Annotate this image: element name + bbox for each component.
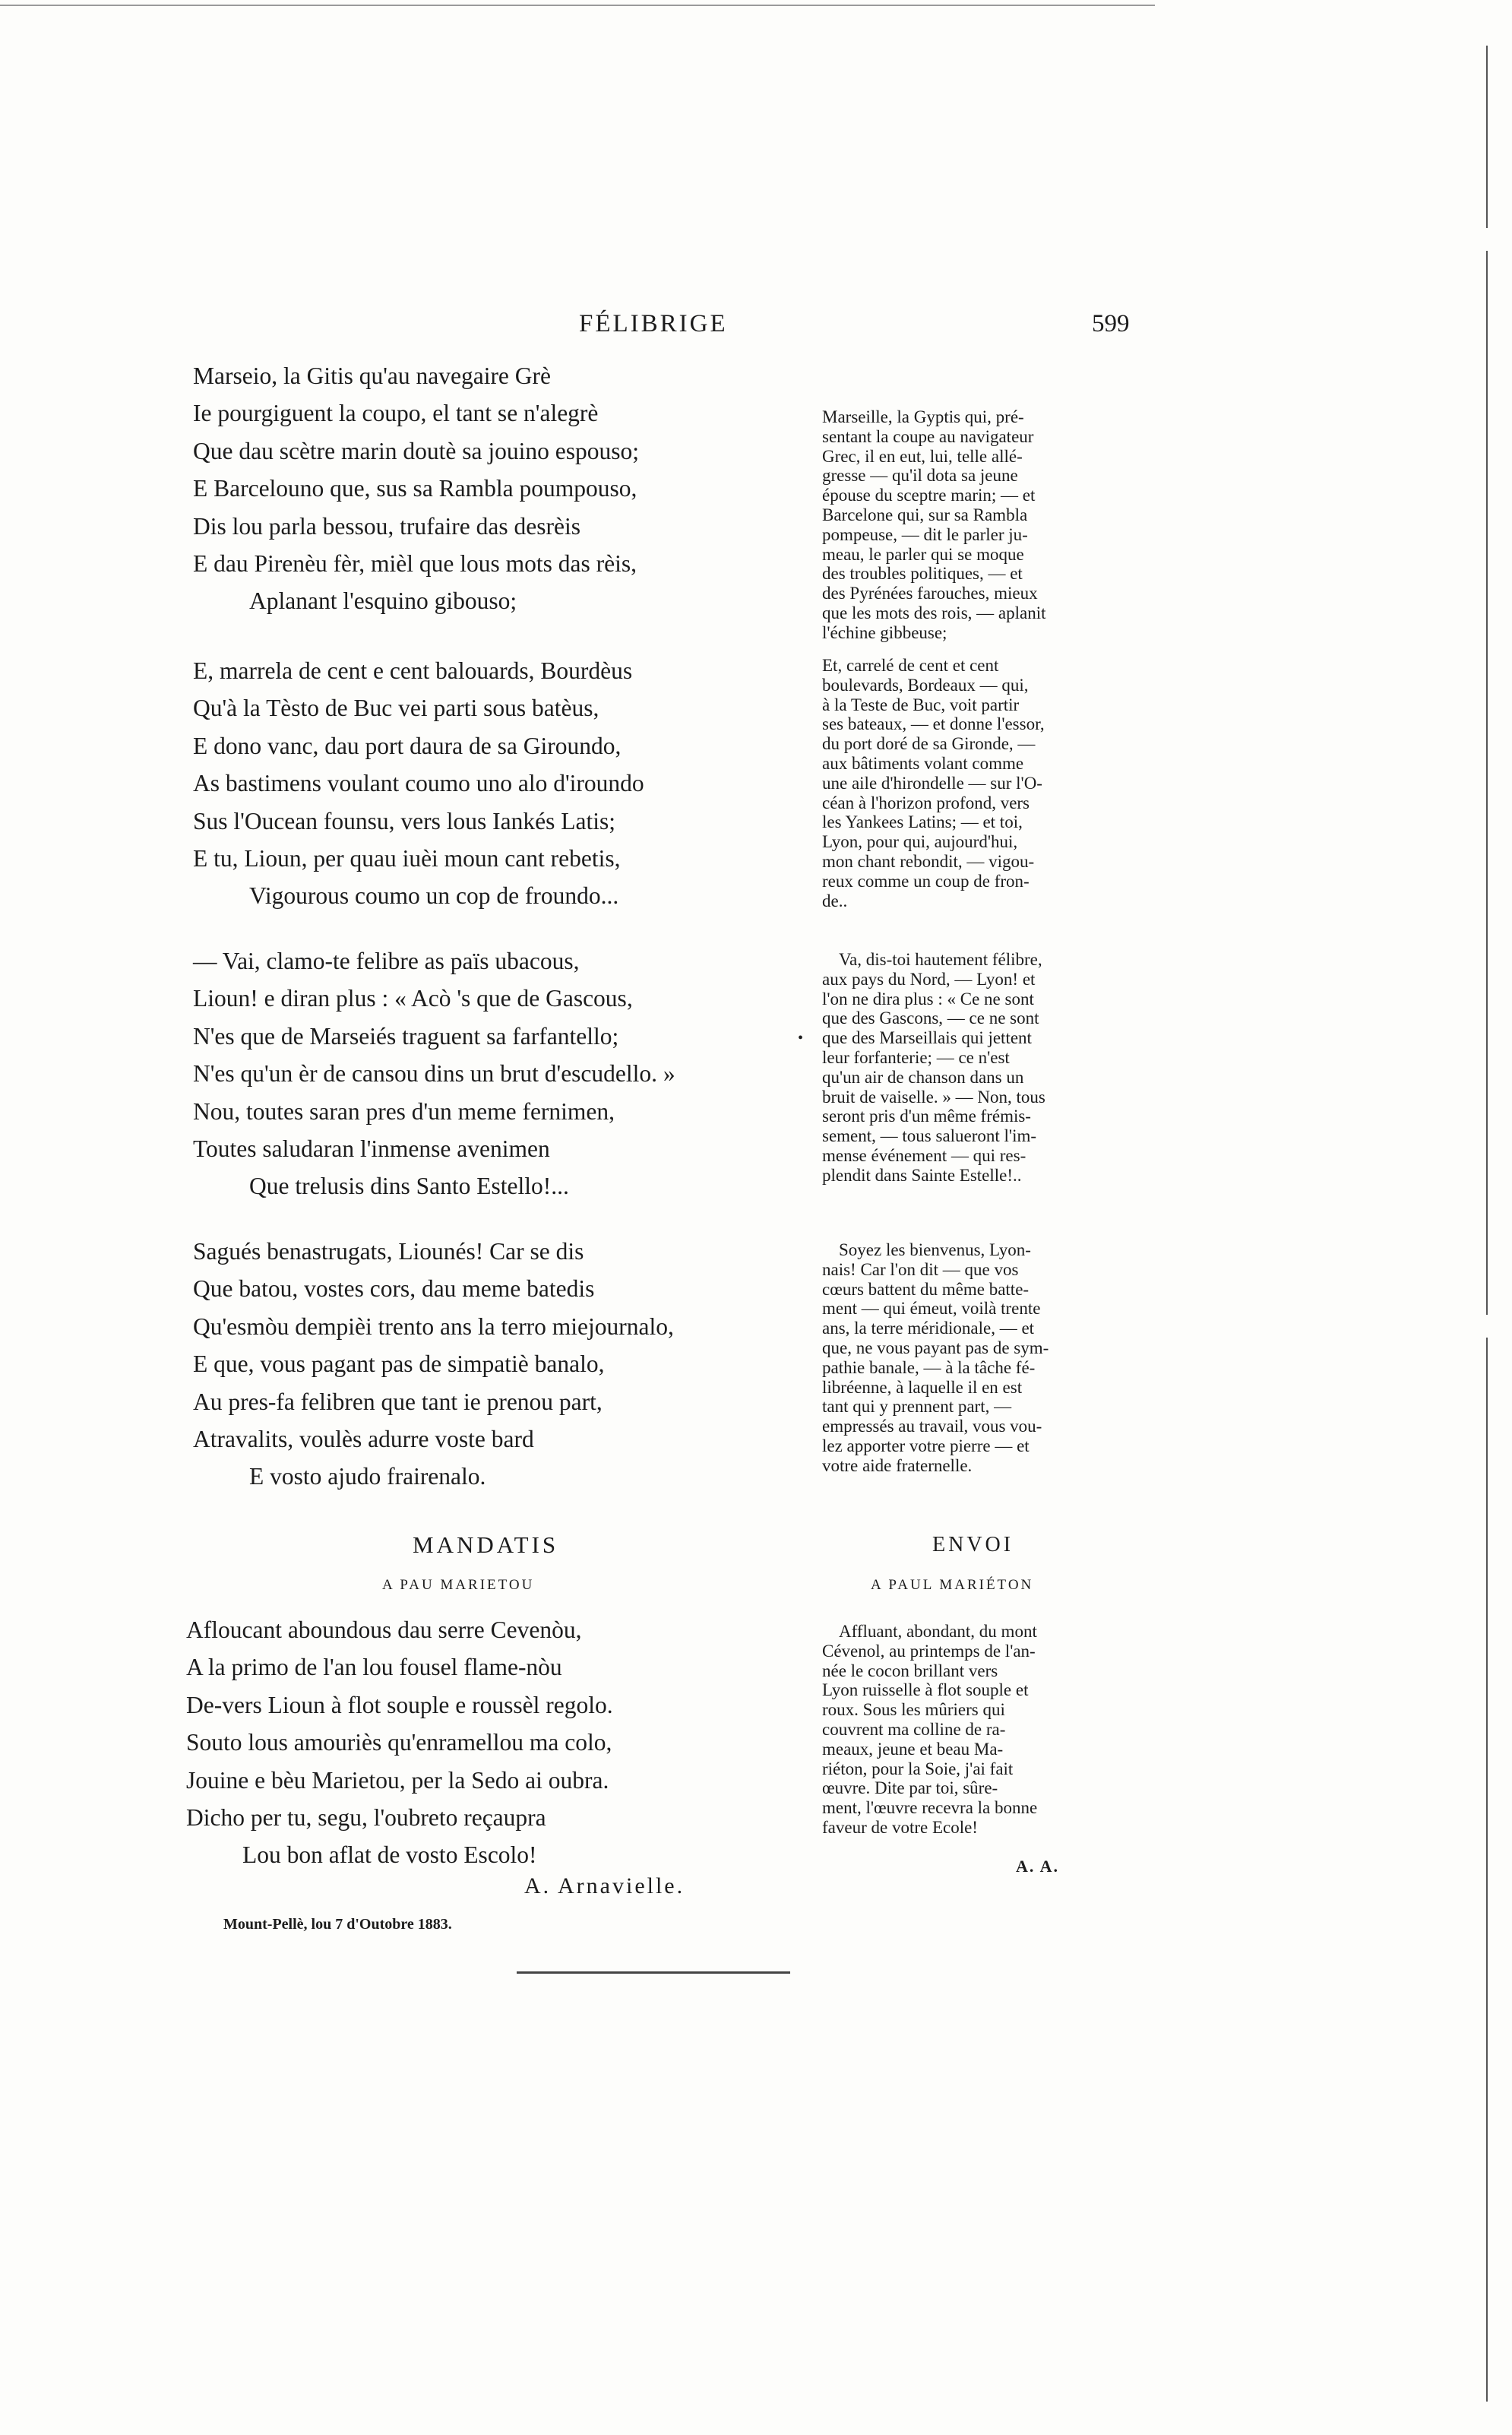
stanza-3-translation <box>822 950 1134 1186</box>
translation-line: Grec, il en eut, lui, telle allé- <box>822 446 1023 466</box>
verse-line: Dis lou parla bessou, trufaire das desrèis <box>193 512 580 540</box>
verse-line: Que trelusis dins Santo Estello!... <box>249 1173 569 1200</box>
author-signature: A. Arnavielle. <box>524 1873 685 1898</box>
translation-line: lez apporter votre pierre — et <box>822 1436 1030 1455</box>
envoi-verse <box>186 1611 613 1874</box>
translation-line: ment, l'œuvre recevra la bonne <box>822 1798 1038 1818</box>
verse-line: Sagués benastrugats, Liounés! Car se dis <box>193 1238 584 1265</box>
verse-line: Que batou, vostes cors, dau meme batedis <box>193 1275 595 1303</box>
translation-line: qu'un air de chanson dans un <box>822 1067 1024 1087</box>
scan-edge-marks <box>1482 0 1512 2435</box>
running-head: FÉLIBRIGE <box>579 310 728 337</box>
translation-line: reux comme un coup de fron- <box>822 871 1030 891</box>
page-number: 599 <box>1092 310 1130 337</box>
verse-line: A la primo de l'an lou fousel flame-nòu <box>186 1654 562 1681</box>
translation-line: seront pris d'un même frémis- <box>822 1107 1031 1126</box>
stanza-4-verse <box>193 1233 674 1496</box>
translation-line: ment — qui émeut, voilà trente <box>822 1299 1041 1319</box>
translation-line: Lyon, pour qui, aujourd'hui, <box>822 832 1018 852</box>
verse-line: Lioun! e diran plus : « Acò 's que de Gascous, <box>193 985 633 1012</box>
stanza-3-verse <box>193 942 675 1205</box>
translation-line: roux. Sous les mûriers qui <box>822 1700 1005 1720</box>
translation-line: épouse du sceptre marin; — et <box>822 486 1036 505</box>
envoi-translation-dedication: A PAUL MARIÉTON <box>871 1577 1034 1593</box>
verse-line: N'es qu'un èr de cansou dins un brut d'escudello. » <box>193 1060 675 1088</box>
translation-line: leur forfanterie; — ce n'est <box>822 1047 1010 1067</box>
stanza-1-verse <box>193 357 639 620</box>
translation-line: les Yankees Latins; — et toi, <box>822 812 1023 832</box>
translation-line: Affluant, abondant, du mont <box>839 1622 1037 1641</box>
translation-line: que des Marseillais qui jettent <box>822 1028 1032 1048</box>
stanza-4-translation <box>822 1240 1134 1476</box>
verse-line: Que dau scètre marin doutè sa jouino espouso; <box>193 437 639 464</box>
translation-line: Et, carrelé de cent et cent <box>822 656 999 675</box>
translation-line: riéton, pour la Soie, j'ai fait <box>822 1759 1014 1778</box>
verse-line: Qu'à la Tèsto de Buc vei parti sous batèus, <box>193 695 599 722</box>
translation-line: que les mots des rois, — aplanit <box>822 603 1046 622</box>
translation-line: gresse — qu'il dota sa jeune <box>822 466 1018 486</box>
verse-line: Nou, toutes saran pres d'un meme fernimen, <box>193 1097 615 1125</box>
translation-line: œuvre. Dite par toi, sûre- <box>822 1778 998 1798</box>
envoi-title: MANDATIS <box>413 1531 559 1558</box>
envoi-translation-title: ENVOI <box>932 1533 1014 1556</box>
translation-line: votre aide fraternelle. <box>822 1455 973 1475</box>
translation-line: céan à l'horizon profond, vers <box>822 793 1030 812</box>
translation-line: que des Gascons, — ce ne sont <box>822 1009 1039 1028</box>
translation-line: l'échine gibbeuse; <box>822 622 947 642</box>
verse-line: As bastimens voulant coumo uno alo d'iroundo <box>193 770 644 797</box>
verse-line: E Barcelouno que, sus sa Rambla poumpouso, <box>193 475 637 502</box>
translation-line: nais! Car l'on dit — que vos <box>822 1259 1019 1279</box>
translation-line: à la Teste de Buc, voit partir <box>822 695 1020 714</box>
translation-line: aux bâtiments volant comme <box>822 753 1024 773</box>
verse-line: E vosto ajudo frairenalo. <box>249 1463 486 1490</box>
verse-line: De-vers Lioun à flot souple e roussèl regolo. <box>186 1691 613 1718</box>
verse-line: Ie pourgiguent la coupo, el tant se n'alegrè <box>193 400 599 427</box>
envoi-translation <box>822 1622 1134 1838</box>
translation-line: Soyez les bienvenus, Lyon- <box>839 1240 1031 1259</box>
translation-line: Va, dis-toi hautement félibre, <box>839 950 1042 969</box>
envoi-dedication: A PAU MARIETOU <box>382 1577 535 1593</box>
stanza-2-translation <box>822 656 1134 910</box>
translation-line: ans, la terre méridionale, — et <box>822 1319 1035 1338</box>
verse-line: Vigourous coumo un cop de froundo... <box>249 882 619 910</box>
stanza-1-translation <box>822 407 1134 643</box>
translation-line: mon chant rebondit, — vigou- <box>822 851 1035 871</box>
translation-line: du port doré de sa Gironde, — <box>822 734 1036 754</box>
translation-line: sentant la coupe au navigateur <box>822 426 1034 446</box>
translation-line: que, ne vous payant pas de sym- <box>822 1338 1049 1357</box>
verse-line: E que, vous pagant pas de simpatiè banalo, <box>193 1350 605 1378</box>
verse-line: E dau Pirenèu fèr, mièl que lous mots das rèis, <box>193 549 637 577</box>
translation-line: couvrent ma colline de ra- <box>822 1719 1006 1739</box>
translation-signature: A. A. <box>1016 1857 1060 1876</box>
translation-line: née le cocon brillant vers <box>822 1661 998 1680</box>
translation-line: boulevards, Bordeaux — qui, <box>822 675 1029 695</box>
translation-line: de.. <box>822 891 848 910</box>
verse-line: E tu, Lioun, per quau iuèi moun cant rebetis, <box>193 844 621 872</box>
translation-line: des Pyrénées farouches, mieux <box>822 584 1038 603</box>
translation-line: meaux, jeune et beau Ma- <box>822 1739 1004 1759</box>
translation-line: des troubles politiques, — et <box>822 564 1023 584</box>
translation-line: mense événement — qui res- <box>822 1145 1026 1165</box>
top-edge-rule <box>0 5 1155 6</box>
dateline: Mount-Pellè, lou 7 d'Outobre 1883. <box>223 1916 452 1933</box>
translation-line: libréenne, à laquelle il en est <box>822 1377 1023 1397</box>
verse-line: — Vai, clamo-te felibre as païs ubacous, <box>193 948 580 974</box>
verse-line: Afloucant aboundous dau serre Cevenòu, <box>186 1616 582 1643</box>
verse-line: Dicho per tu, segu, l'oubreto reçaupra <box>186 1803 546 1831</box>
verse-line: Lou bon aflat de vosto Escolo! <box>242 1841 537 1869</box>
translation-line: bruit de vaiselle. » — Non, tous <box>822 1087 1045 1107</box>
translation-line: empressés au travail, vous vou- <box>822 1417 1042 1436</box>
verse-line: Atravalits, voulès adurre voste bard <box>193 1425 534 1452</box>
translation-line: aux pays du Nord, — Lyon! et <box>822 969 1036 989</box>
footer-rule <box>517 1971 790 1974</box>
verse-line: Au pres-fa felibren que tant ie prenou part, <box>193 1388 603 1415</box>
translation-line: Cévenol, au printemps de l'an- <box>822 1641 1036 1661</box>
translation-line: faveur de votre Ecole! <box>822 1817 978 1837</box>
translation-line: tant qui y prennent part, — <box>822 1397 1012 1417</box>
verse-line: Jouine e bèu Marietou, per la Sedo ai oubra. <box>186 1766 609 1794</box>
translation-line: Barcelone qui, sur sa Rambla <box>822 505 1028 524</box>
translation-line: Marseille, la Gyptis qui, pré- <box>822 407 1024 426</box>
margin-dot: • <box>798 1030 804 1047</box>
translation-line: plendit dans Sainte Estelle!.. <box>822 1165 1022 1185</box>
translation-line: Lyon ruisselle à flot souple et <box>822 1680 1029 1700</box>
translation-line: cœurs battent du même batte- <box>822 1279 1030 1299</box>
verse-line: Marseio, la Gitis qu'au navegaire Grè <box>193 363 552 389</box>
translation-line: sement, — tous salueront l'im- <box>822 1126 1037 1146</box>
verse-line: N'es que de Marseiés traguent sa farfantello; <box>193 1022 619 1050</box>
translation-line: meau, le parler qui se moque <box>822 544 1024 564</box>
verse-line: Qu'esmòu dempièi trento ans la terro miejournalo, <box>193 1312 674 1340</box>
translation-line: l'on ne dira plus : « Ce ne sont <box>822 989 1034 1009</box>
verse-line: E, marrela de cent e cent balouards, Bourdèus <box>193 657 633 684</box>
verse-line: E dono vanc, dau port daura de sa Giroundo, <box>193 732 622 759</box>
translation-line: pompeuse, — dit le parler ju- <box>822 524 1028 544</box>
translation-line: pathie banale, — à la tâche fé- <box>822 1357 1036 1377</box>
translation-line: ses bateaux, — et donne l'essor, <box>822 714 1045 734</box>
translation-line: une aile d'hirondelle — sur l'O- <box>822 773 1042 793</box>
verse-line: Sus l'Oucean founsu, vers lous Iankés Latis; <box>193 807 615 834</box>
stanza-2-verse <box>193 652 644 915</box>
verse-line: Aplanant l'esquino gibouso; <box>249 587 517 615</box>
verse-line: Souto lous amouriès qu'enramellou ma colo, <box>186 1729 612 1756</box>
verse-line: Toutes saludaran l'inmense avenimen <box>193 1135 550 1162</box>
